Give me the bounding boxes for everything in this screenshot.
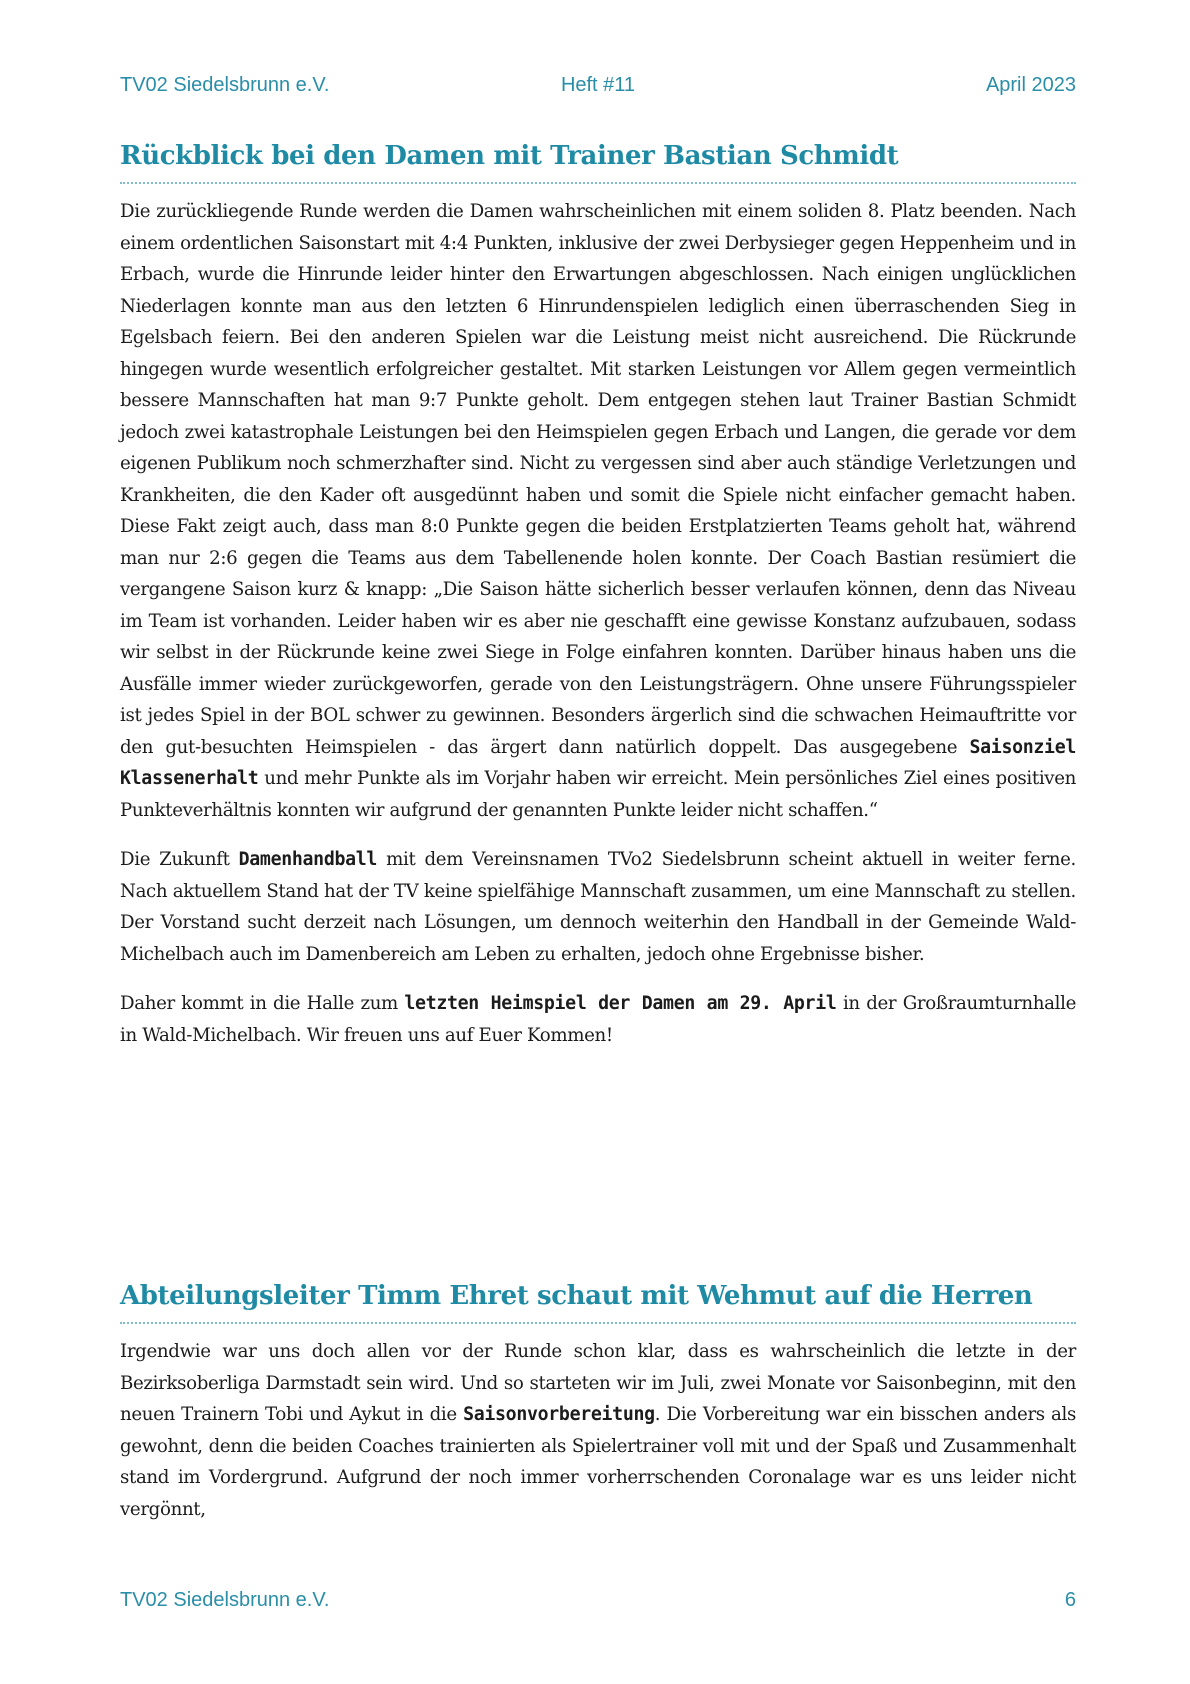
bold-text: Damenhandball [238,849,378,870]
bold-text: Saisonvorbereitung [463,1404,655,1425]
paragraph [120,1336,1076,1525]
paragraph-text: Daher kommt in die Halle zum [120,993,405,1014]
article-body [120,196,1076,1051]
paragraph-text: und mehr Punkte als im Vorjahr haben wir erreicht. Mein persönliches Ziel eines positiven Punkteverhältnis konnten wir aufgrund der genannten Punkte leider nicht schaffen.“ [120,768,1076,821]
paragraph [120,196,1076,826]
paragraph [120,988,1076,1051]
page-number: 6 [1064,1589,1076,1611]
page-header [120,74,1076,97]
paragraph-text: in der Großraumturnhalle in Wald-Michelbach. Wir freuen uns auf Euer Kommen! [120,993,1076,1046]
article-title: Rückblick bei den Damen mit Trainer Bastian Schmidt [120,138,1076,184]
paragraph-text: Irgendwie war uns doch allen vor der Runde schon klar, dass es wahrscheinlich die letzte in der Bezirksoberliga Darmstadt sein wird. Und so starteten wir im Juli, zwei Monate vor Saisonbeginn, mit den neuen Trainern Tobi und Aykut in die [120,1341,1076,1425]
header-date: April 2023 [985,74,1076,96]
article-damen [120,138,1076,1051]
paragraph-text: mit dem Vereinsnamen TVo2 Siedelsbrunn scheint aktuell in weiter ferne. Nach aktuellem Stand hat der TV keine spielfähige Mannschaft zusammen, um eine Mannschaft zu stellen. Der Vorstand sucht derzeit nach Lösungen, um dennoch weiterhin den Handball in der Gemeinde Wald-Michelbach auch im Damenbereich am Leben zu erhalten, jedoch ohne Ergebnisse bisher. [120,849,1076,965]
article-herren [120,1278,1076,1525]
header-issue: Heft #11 [560,74,636,96]
bold-text: Saisonziel Klassenerhalt [120,736,1076,789]
article-title: Abteilungsleiter Timm Ehret schaut mit Wehmut auf die Herren [120,1278,1076,1324]
page-footer [120,1589,1076,1612]
footer-club-name: TV02 Siedelsbrunn e.V. [120,1589,330,1611]
header-club-name: TV02 Siedelsbrunn e.V. [120,74,330,96]
paragraph-text: Die Zukunft [120,849,239,870]
article-body [120,1336,1076,1525]
paragraph-text: . Die Vorbereitung war ein bisschen anders als gewohnt, denn die beiden Coaches trainierten als Spielertrainer voll mit und der Spaß und Zusammenhalt stand im Vordergrund. Aufgrund der noch immer vorherrschenden Coronalage war es uns leider nicht vergönnt, [120,1404,1076,1520]
bold-text: letzten Heimspiel der Damen am 29. April [404,993,837,1014]
paragraph-text: Die zurückliegende Runde werden die Damen wahrscheinlichen mit einem soliden 8. Platz beenden. Nach einem ordentlichen Saisonstart mit 4:4 Punkten, inklusive der zwei Derbysieger gegen Heppenheim und in Erbach, wurde die Hinrunde leider hinter den Erwartungen abgeschlossen. Nach einigen unglücklichen Niederlagen konnte man aus den letzten 6 Hinrundenspielen lediglich einen überraschenden Sieg in Egelsbach feiern. Bei den anderen Spielen war die Leistung meist nicht ausreichend. Die Rückrunde hingegen wurde wesentlich erfolgreicher gestaltet. Mit starken Leistungen vor Allem gegen vermeintlich bessere Mannschaften hat man 9:7 Punkte geholt. Dem entgegen stehen laut Trainer Bastian Schmidt jedoch zwei katastrophale Leistungen bei den Heimspielen gegen Erbach und Langen, die gerade vor dem eigenen Publikum noch schmerzhafter sind. Nicht zu vergessen sind aber auch ständige Verletzungen und Krankheiten, die den Kader oft ausgedünnt haben und somit die Spiele nicht einfacher gemacht haben. Diese Fakt zeigt auch, dass man 8:0 Punkte gegen die beiden Erstplatzierten Teams geholt hat, während man nur 2:6 gegen die Teams aus dem Tabellenende holen konnte. Der Coach Bastian resümiert die vergangene Saison kurz & knapp: „Die Saison hätte sicherlich besser verlaufen können, denn das Niveau im Team ist vorhanden. Leider haben wir es aber nie geschafft eine gewisse Konstanz aufzubauen, sodass wir selbst in der Rückrunde keine zwei Siege in Folge einfahren konnten. Darüber hinaus haben uns die Ausfälle immer wieder zurückgeworfen, gerade von den Leistungsträgern. Ohne unsere Führungsspieler ist jedes Spiel in der BOL schwer zu gewinnen. Besonders ärgerlich sind die schwachen Heimauftritte vor den gut-besuchten Heimspielen - das ärgert dann natürlich doppelt. Das ausgegebene [120,201,1076,758]
paragraph [120,844,1076,970]
